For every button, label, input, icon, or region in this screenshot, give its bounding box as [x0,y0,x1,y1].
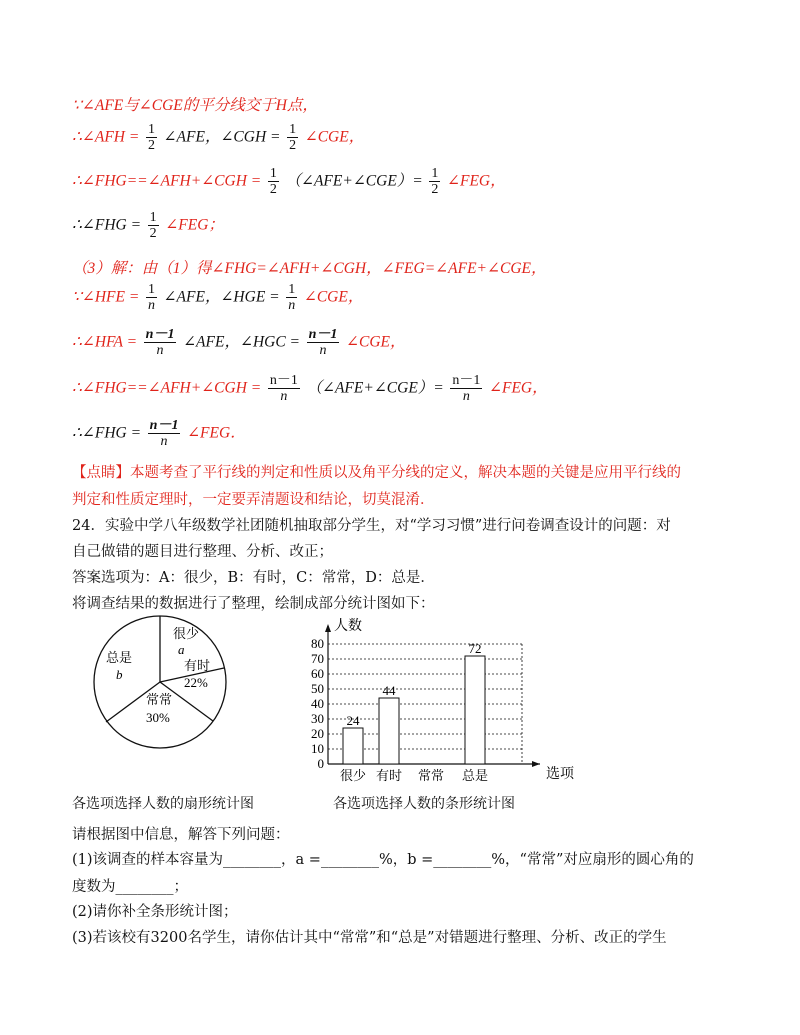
x-tick-label: 很少 [339,768,367,783]
pie-label-a: 很少 [173,626,200,641]
question-1-line-2: 度数为________； [72,879,188,895]
y-tick-label: 50 [311,681,324,696]
fraction-half: $\frac{1}{2}$ [149,210,157,241]
bar-caption: 各选项选择人数的条形统计图 [333,796,515,812]
solution-line-6: ∵∠HFE = $\frac{1}{n}$ ∠AFE，∠HGE = $\frac{1}{n}$ ∠CGE， [72,282,364,313]
solution-line-8: ∴∠FHG==∠AFH+∠CGH = $\frac{n-1}{n}$ （∠AFE+∠CGE）= $\frac{n-1}{n}$ ∠FEG， [72,373,548,404]
bar [465,656,485,764]
y-axis-arrow [325,624,331,632]
fraction-half: $\frac{1}{2}$ [269,166,277,197]
y-tick-label: 40 [311,696,324,711]
solution-line-2: ∴∠AFH = $\frac{1}{2}$ ∠AFE，∠CGH = $\frac{1}{2}$ ∠CGE， [72,122,365,153]
pie-chart [90,612,230,752]
y-tick-label: 20 [311,726,324,741]
fraction-n-minus-1-over-n: $\frac{n-1}{n}$ [149,418,179,449]
solution-line-7: ∴∠HFA = $\frac{n-1}{n}$ ∠AFE，∠HGC = $\frac{n-1}{n}$ ∠CGE， [72,327,406,358]
bar-value-label: 72 [468,641,482,656]
pie-label-d: 总是 [106,650,133,665]
question-3: (3)若该校有3200名学生，请你估计其中“常常”和“总是”对错题进行整理、分析、改正的学生 [72,930,667,946]
pie-label-b: 有时 [184,658,211,673]
problem-line-3: 答案选项为：A：很少，B：有时，C：常常，D：总是． [72,570,435,586]
comment-line-2: 判定和性质定理时，一定要弄清题设和结论，切莫混淆． [72,492,435,508]
question-2: (2)请你补全条形统计图； [72,904,238,920]
pie-label-c: 常常 [146,692,173,707]
solution-line-4: ∴∠FHG = $\frac{1}{2}$ ∠FEG； [72,210,224,241]
pie-label-c-value: 30% [146,710,170,725]
x-axis-label: 选项 [546,767,574,782]
y-tick-label: 30 [311,711,324,726]
bar [343,728,363,764]
y-tick-label: 70 [311,651,324,666]
y-tick-label: 80 [311,636,324,651]
pie-label-a-value: a [178,642,185,657]
y-tick-label: 0 [317,756,324,771]
fraction-one-over-n: $\frac{1}{n}$ [288,282,296,313]
y-tick-label: 60 [311,666,324,681]
solution-line-3: ∴∠FHG==∠AFH+∠CGH = $\frac{1}{2}$ （∠AFE+∠CGE）= $\frac{1}{2}$ ∠FEG， [72,166,506,197]
fraction-n-minus-1-over-n: $\frac{n-1}{n}$ [145,327,175,358]
fraction-half: $\frac{1}{2}$ [289,122,297,153]
fraction-n-minus-1-over-n: $\frac{n-1}{n}$ [308,327,338,358]
pie-label-b-value: 22% [184,675,208,690]
x-tick-label: 常常 [417,768,445,783]
bar-chart [300,612,574,783]
x-axis-arrow [532,761,540,767]
y-axis-label: 人数 [334,619,362,634]
fraction-half: $\frac{1}{2}$ [147,122,155,153]
pie-caption: 各选项选择人数的扇形统计图 [72,796,254,812]
x-tick-label: 总是 [461,768,489,783]
bar-value-label: 24 [346,713,360,728]
solution-line-1: ∵∠AFE与∠CGE的平分线交于H点， [72,97,318,114]
question-intro: 请根据图中信息，解答下列问题： [72,827,290,843]
problem-line-2: 自己做错的题目进行整理、分析、改正； [72,544,333,560]
solution-line-9: ∴∠FHG = $\frac{n-1}{n}$ ∠FEG． [72,418,246,449]
solution-line-5: （3）解：由（1）得∠FHG=∠AFH+∠CGH，∠FEG=∠AFE+∠CGE， [72,260,547,277]
y-tick-label: 10 [311,741,324,756]
question-1-line-1: (1)该调查的样本容量为________，a =________%，b =________%，“常常”对应扇形的圆心角的 [72,852,694,868]
fraction-n-minus-1-over-n: $\frac{n-1}{n}$ [452,373,481,404]
fraction-one-over-n: $\frac{1}{n}$ [147,282,155,313]
fraction-half: $\frac{1}{2}$ [431,166,439,197]
pie-label-d-value: b [116,667,123,682]
fraction-n-minus-1-over-n: $\frac{n-1}{n}$ [269,373,298,404]
problem-line-4: 将调查结果的数据进行了整理，绘制成部分统计图如下： [72,596,435,612]
x-tick-label: 有时 [375,768,403,783]
problem-line-1: 24．实验中学八年级数学社团随机抽取部分学生，对“学习习惯”进行问卷调查设计的问题：对 [72,518,671,534]
bar [379,698,399,764]
bar-value-label: 44 [382,683,396,698]
comment-line-1: 【点睛】本题考查了平行线的判定和性质以及角平分线的定义，解决本题的关键是应用平行线的 [72,465,681,481]
